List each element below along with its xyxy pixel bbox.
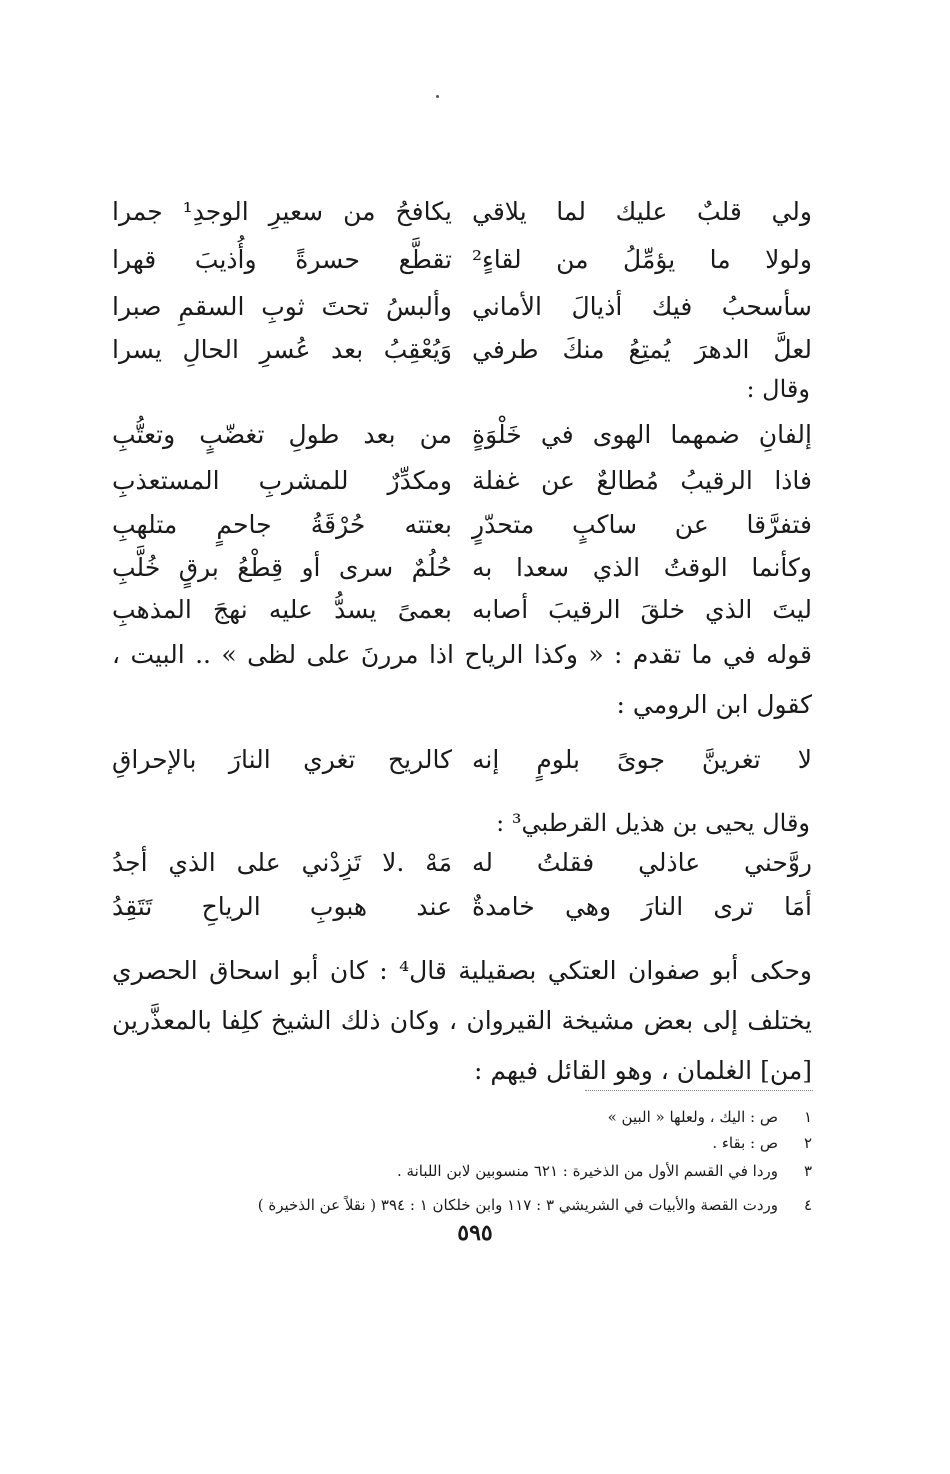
footnote [112, 1106, 812, 1128]
footnote [112, 1194, 812, 1216]
first-hemistich: أمَا ترى النارَ وهي خامدةٌ [472, 892, 812, 921]
second-hemistich: حُلُمٌ سرى أو قِطْعُ برقٍ خُلَّبِ [112, 553, 452, 582]
verse-line [112, 235, 812, 285]
second-hemistich: يكافحُ من سعيرِ الوجدِ¹ جمرا [112, 197, 452, 226]
first-hemistich: فاذا الرقيبُ مُطالعٌ عن غفلة [472, 466, 812, 495]
verse-line [112, 456, 812, 506]
first-hemistich: لا تغرينَّ جوىً بلومٍ إنه [472, 745, 812, 774]
second-hemistich: مَهْ .لا تَزِدْني على الذي أجدُ [112, 848, 452, 877]
footnote-text: ص : بقاء . [712, 1134, 778, 1152]
verse-line [112, 882, 812, 932]
second-hemistich: وَيُعْقِبُ بعد عُسرِ الحالِ يسرا [112, 335, 452, 364]
prose-paragraph: قوله في ما تقدم : « وكذا الرياح اذا مررنَ على لظى » .. البيت ، كقول ابن الرومي : [112, 640, 812, 719]
second-hemistich: عند هبوبِ الرياحِ تَتَقِدُ [112, 892, 452, 921]
second-hemistich: تقطَّع حسرةً وأُذيبَ قهرا [112, 245, 452, 274]
first-hemistich: وكأنما الوقتُ الذي سعدا به [472, 553, 812, 582]
footnote-text: وردت القصة والأبيات في الشريشي ٣ : ١١٧ وابن خلكان ١ : ٣٩٤ ( نقلاً عن الذخيرة ) [257, 1196, 778, 1214]
verse-line [112, 410, 812, 460]
prose-paragraph: وحكى أبو صفوان العتكي بصقيلية قال⁴ : كان أبو اسحاق الحصري يختلف إلى بعض مشيخة القيروان ، وكان ذلك الشيخ كلِفا بالمعذَّرين [من] الغلمان ، وهو القائل فيهم : [112, 956, 812, 1085]
footnote-number: ٤ [803, 1196, 812, 1214]
second-hemistich: بعتته حُرْقَةُ جاحمٍ متلهبِ [112, 510, 452, 539]
first-hemistich: إلفانِ ضمهما الهوى في خَلْوَةٍ [472, 420, 812, 449]
footnote-number: ٢ [803, 1134, 812, 1152]
first-hemistich: ولولا ما يؤمِّلُ من لقاءٍ² [472, 245, 812, 274]
verse-line [112, 585, 812, 635]
verse-line [112, 838, 812, 888]
attribution-line: وقال يحيى بن هذيل القرطبي³ : [496, 809, 810, 837]
second-hemistich: من بعد طولِ تغضّبٍ وتعتُّبِ [112, 420, 452, 449]
verse-line [112, 735, 812, 785]
first-hemistich: ولي قلبٌ عليك لما يلاقي [472, 197, 812, 226]
verse-line [112, 325, 812, 375]
first-hemistich: فتفرَّقا عن ساكبٍ متحدّرٍ [472, 510, 812, 539]
first-hemistich: سأسحبُ فيك أذيالَ الأماني [472, 292, 812, 321]
footnote-number: ٣ [803, 1162, 812, 1180]
second-hemistich: بعمىً يسدُّ عليه نهجَ المذهبِ [112, 595, 452, 624]
verse-line [112, 187, 812, 237]
footnote [112, 1132, 812, 1154]
first-hemistich: ليتَ الذي خلقَ الرقيبَ أصابه [472, 595, 812, 624]
second-hemistich: كالريح تغري النارَ بالإحراقِ [112, 745, 452, 774]
second-hemistich: وألبسُ تحتَ ثوبِ السقمِ صبرا [112, 292, 452, 321]
first-hemistich: روَّحني عاذلي فقلتُ له [472, 848, 812, 877]
second-hemistich: ومكدِّرٌ للمشربِ المستعذبِ [112, 466, 452, 495]
footnote-number: ١ [803, 1108, 812, 1126]
scan-speck [436, 95, 439, 98]
footnote-text: وردا في القسم الأول من الذخيرة : ٦٢١ منسوبين لابن اللبانة . [397, 1162, 778, 1180]
footnote [112, 1160, 812, 1182]
footnote-text: ص : اليك ، ولعلها « البين » [607, 1108, 778, 1126]
first-hemistich: لعلَّ الدهرَ يُمتِعُ منكَ طرفي [472, 335, 812, 364]
page-number: ٥٩٥ [457, 1220, 493, 1246]
footnote-separator [585, 1090, 813, 1091]
attribution-line: وقال : [746, 375, 810, 403]
